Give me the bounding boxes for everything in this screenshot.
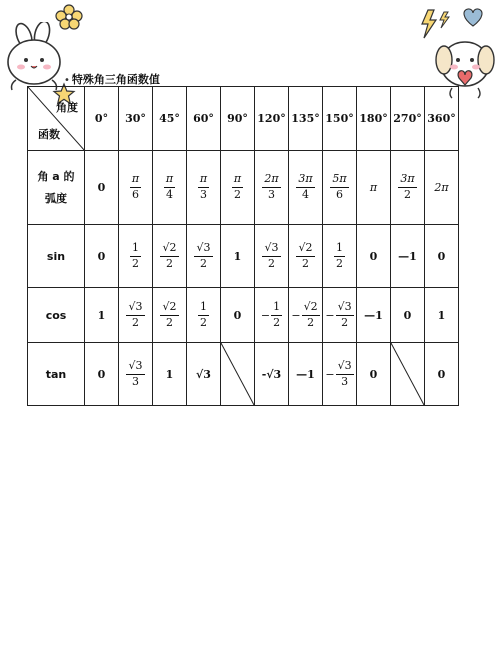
fraction [398, 173, 416, 201]
fraction-numerator: 3π [398, 173, 416, 188]
fraction-numerator: 1 [334, 242, 345, 257]
value-cell [391, 225, 425, 288]
fraction-denominator: 2 [165, 256, 173, 270]
undefined-cell [391, 343, 425, 406]
value-cell [289, 288, 323, 343]
angle-header-cell: 270° [391, 87, 425, 151]
fraction-numerator: 1 [198, 301, 209, 316]
value-cell [357, 288, 391, 343]
value-cell [255, 151, 289, 225]
value-text: 1 [97, 308, 106, 322]
value-text: —1 [296, 367, 315, 381]
fraction [336, 360, 354, 388]
fraction-denominator: 2 [131, 315, 139, 329]
fraction [130, 173, 141, 201]
fraction-numerator: 1 [271, 301, 282, 316]
value-cell [221, 151, 255, 225]
fraction [198, 173, 209, 201]
fraction-numerator: π [164, 173, 175, 188]
value-text: √3 [196, 367, 211, 381]
fraction-denominator: 3 [341, 374, 349, 388]
fraction-denominator: 4 [165, 188, 173, 201]
row-label: 角 a 的弧度 [37, 169, 75, 205]
value-cell [357, 151, 391, 225]
fraction-denominator: 2 [341, 315, 349, 329]
undefined-cell [221, 343, 255, 406]
fraction [126, 360, 144, 388]
value-cell [425, 151, 459, 225]
value-cell [425, 288, 459, 343]
value-text: —1 [398, 249, 417, 263]
value-cell [221, 225, 255, 288]
value-cell [187, 343, 221, 406]
heart-sticker-icon [460, 6, 486, 28]
fraction [271, 301, 282, 329]
fraction-denominator: 2 [301, 256, 309, 270]
value-cell [85, 288, 119, 343]
value-cell [119, 343, 153, 406]
fraction-numerator: √2 [160, 242, 178, 257]
value-cell [85, 343, 119, 406]
corner-label-angle: 角度 [56, 101, 78, 114]
value-cell [153, 288, 187, 343]
value-text: 0 [97, 249, 106, 263]
value-cell [85, 151, 119, 225]
angle-header-cell: 180° [357, 87, 391, 151]
value-cell [221, 288, 255, 343]
row-label-cell [28, 151, 85, 225]
row-label: sin [46, 249, 66, 263]
fraction-numerator: √3 [194, 242, 212, 257]
table-row [28, 343, 459, 406]
value-text: 1 [165, 367, 174, 381]
fraction-denominator: 2 [273, 315, 281, 329]
fraction-denominator: 2 [233, 188, 241, 201]
minus-sign: − [260, 308, 271, 322]
fraction-numerator: 3π [296, 173, 314, 188]
value-cell [255, 343, 289, 406]
fraction-numerator: √3 [262, 242, 280, 257]
angle-header-cell: 360° [425, 87, 459, 151]
value-cell [391, 151, 425, 225]
fraction-numerator: π [130, 173, 141, 188]
fraction [130, 242, 141, 270]
value-text: 0 [403, 308, 412, 322]
value-text: π [369, 181, 378, 194]
value-text: 1 [437, 308, 446, 322]
value-cell [323, 343, 357, 406]
fraction-numerator: √2 [296, 242, 314, 257]
row-label-cell [28, 288, 85, 343]
value-cell [255, 288, 289, 343]
fraction-denominator: 2 [199, 256, 207, 270]
value-cell [153, 151, 187, 225]
row-label-cell [28, 225, 85, 288]
angle-header-cell: 30° [119, 87, 153, 151]
fraction [262, 242, 280, 270]
value-cell [323, 225, 357, 288]
fraction [198, 301, 209, 329]
value-cell [289, 151, 323, 225]
fraction [296, 173, 314, 201]
fraction-numerator: √3 [336, 301, 354, 316]
angle-header-cell: 60° [187, 87, 221, 151]
fraction [336, 301, 354, 329]
fraction-denominator: 2 [267, 256, 275, 270]
fraction-numerator: √3 [126, 360, 144, 375]
value-cell [153, 225, 187, 288]
corner-label-function: 函数 [38, 128, 60, 141]
title-text: 特殊角三角函数值 [71, 73, 160, 86]
fraction [164, 173, 175, 201]
value-cell [357, 225, 391, 288]
value-text: 0 [437, 367, 446, 381]
fraction-numerator: √3 [336, 360, 354, 375]
fraction-denominator: 3 [267, 188, 275, 201]
angle-header-cell: 120° [255, 87, 289, 151]
value-cell [289, 225, 323, 288]
minus-sign: − [291, 308, 301, 322]
value-text: 0 [97, 181, 106, 194]
angle-header-cell: 0° [85, 87, 119, 151]
value-text: 1 [233, 249, 242, 263]
table-row [28, 151, 459, 225]
value-cell [323, 288, 357, 343]
angle-header-cell: 150° [323, 87, 357, 151]
value-cell [153, 343, 187, 406]
value-text: 2π [434, 181, 449, 194]
fraction [296, 242, 314, 270]
value-text: 0 [97, 367, 106, 381]
minus-sign: − [325, 308, 335, 322]
fraction-denominator: 2 [132, 256, 139, 270]
trig-values-table [27, 86, 459, 406]
value-text: -√3 [261, 367, 282, 381]
value-text: 0 [233, 308, 242, 322]
value-cell [255, 225, 289, 288]
fraction-numerator: 1 [130, 242, 141, 257]
fraction-denominator: 2 [165, 315, 173, 329]
fraction-numerator: √3 [126, 301, 144, 316]
corner-header-cell [28, 87, 85, 151]
fraction-numerator: π [198, 173, 209, 188]
table-row [28, 288, 459, 343]
fraction-numerator: π [232, 173, 243, 188]
value-cell [323, 151, 357, 225]
value-cell [391, 288, 425, 343]
fraction-denominator: 6 [335, 188, 343, 201]
value-cell [357, 343, 391, 406]
fraction [232, 173, 243, 201]
table-row [28, 225, 459, 288]
fraction-denominator: 4 [301, 188, 309, 201]
fraction [334, 242, 345, 270]
row-label: cos [45, 308, 67, 322]
fraction-numerator: 5π [330, 173, 348, 188]
value-text: 0 [369, 367, 378, 381]
value-text: 0 [437, 249, 446, 263]
value-cell [119, 225, 153, 288]
fraction [126, 301, 144, 329]
value-cell [425, 225, 459, 288]
value-cell [119, 288, 153, 343]
value-cell [187, 225, 221, 288]
value-cell [425, 343, 459, 406]
fraction [302, 301, 320, 329]
fraction [160, 301, 178, 329]
row-label: tan [45, 367, 67, 381]
row-label-cell [28, 343, 85, 406]
fraction-numerator: √2 [160, 301, 178, 316]
title-prefix: • [64, 75, 70, 86]
angle-header-cell: 90° [221, 87, 255, 151]
angle-header-cell: 45° [153, 87, 187, 151]
flower-sticker-icon [55, 4, 83, 30]
value-text: —1 [364, 308, 383, 322]
value-cell [289, 343, 323, 406]
fraction-denominator: 2 [403, 188, 411, 201]
fraction [262, 173, 280, 201]
fraction [330, 173, 348, 201]
table-title [64, 71, 160, 87]
minus-sign: − [325, 367, 335, 381]
value-cell [85, 225, 119, 288]
fraction [160, 242, 178, 270]
value-cell [119, 151, 153, 225]
fraction-denominator: 3 [199, 188, 207, 201]
value-cell [187, 151, 221, 225]
value-text: 0 [369, 249, 378, 263]
value-cell [187, 288, 221, 343]
fraction-denominator: 3 [131, 374, 139, 388]
angle-header-cell: 135° [289, 87, 323, 151]
fraction-numerator: √2 [302, 301, 320, 316]
fraction-denominator: 2 [336, 256, 343, 270]
fraction [194, 242, 212, 270]
fraction-numerator: 2π [262, 173, 280, 188]
fraction-denominator: 6 [131, 188, 139, 201]
fraction-denominator: 2 [307, 315, 315, 329]
fraction-denominator: 2 [200, 315, 207, 329]
header-row [28, 87, 459, 151]
